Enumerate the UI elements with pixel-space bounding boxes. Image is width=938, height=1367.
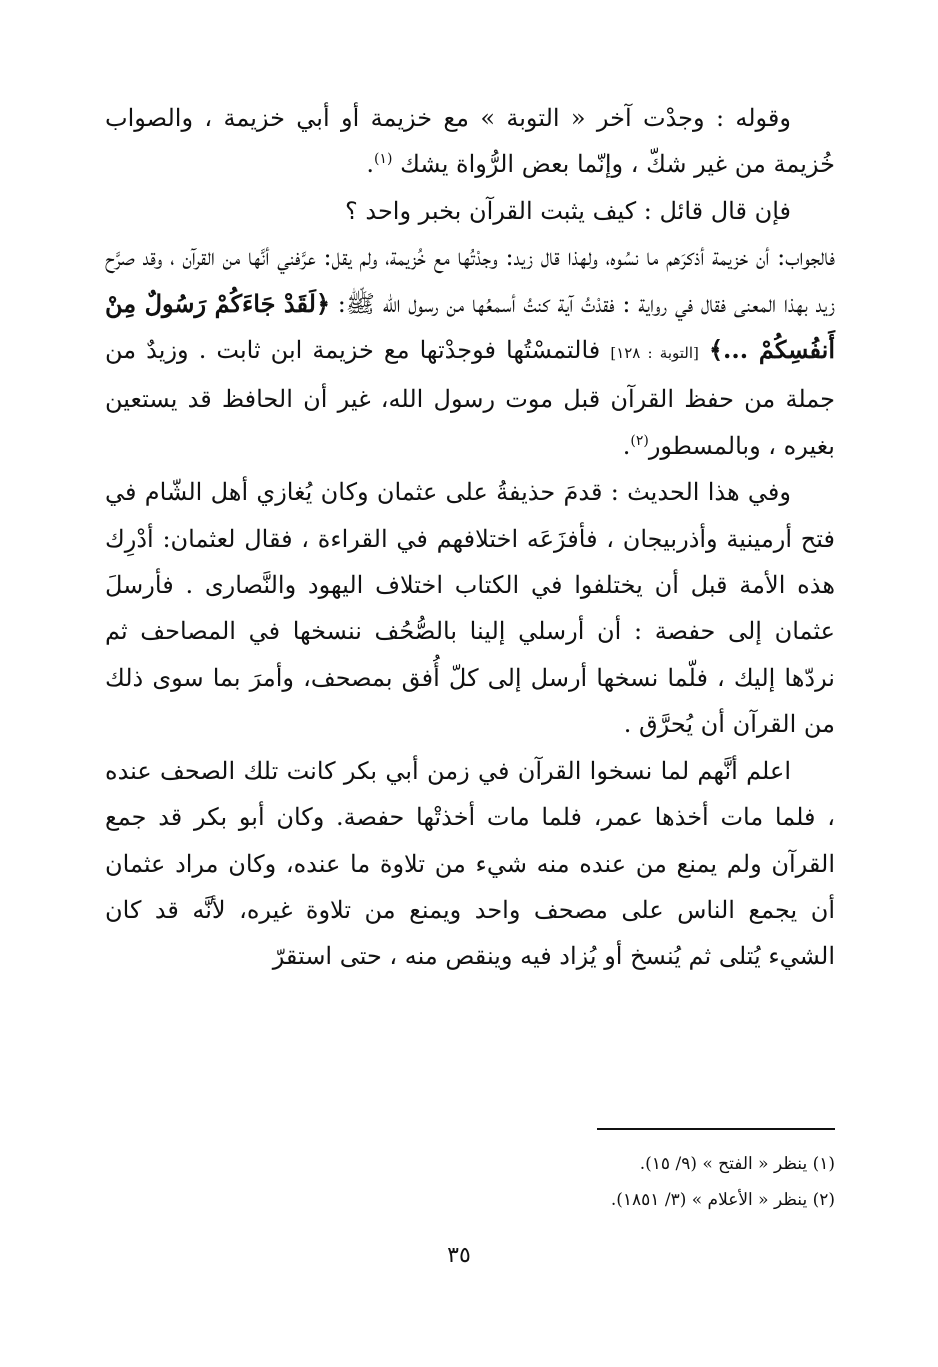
footnote-1: (١) ينظر « الفتح » (٩/ ١٥). xyxy=(639,1154,835,1174)
footnote-marker-2: (٢) xyxy=(630,432,649,449)
paragraph-3-end: . xyxy=(622,431,631,460)
paragraph-1-end: . xyxy=(366,150,374,179)
footnote-2: (٢) ينظر « الأعلام » (٣/ ١٨٥١). xyxy=(610,1190,835,1210)
footnote-marker-1: (١) xyxy=(373,151,393,168)
verse-reference: [التوبة : ١٢٨] xyxy=(610,344,699,363)
paragraph-3-text-a: فالجواب: أن خزيمة أذكرَهم ما نسُوه، ولهذا قال زيد: وجدْتُها مع خُزيمة، ولم يقل: عرَّفني أنَّها من القرآن ، وقد صرَّح زيد بهذا المعنى فقال في رواية : فقدْتُ آية كنتُ أسمعُها من رسول الله ﷺ: xyxy=(105,243,835,318)
paragraph-1-text: وقوله : وجدْت آخر « التوبة » مع خزيمة أو أبي خزيمة ، والصواب خُزيمة من غير شكّ ، وإنّما بعض الرُّواة يشك xyxy=(105,104,835,179)
paragraph-2: فإن قال قائل : كيف يثبت القرآن بخبر واحد ؟ xyxy=(344,196,791,225)
footnotes xyxy=(400,1146,835,1218)
paragraph-1 xyxy=(105,95,835,188)
quran-verse: ﴿لَقَدْ جَاءَكُمْ رَسُولٌ مِنْ أَنفُسِكُمْ ...﴾ xyxy=(105,288,835,365)
paragraph-3 xyxy=(105,234,835,469)
page-number: ٣٥ xyxy=(447,1243,471,1268)
footnote-divider xyxy=(597,1128,835,1130)
main-text-block xyxy=(105,95,835,980)
paragraph-4: وفي هذا الحديث : قدمَ حذيفةُ على عثمان وكان يُغازي أهل الشّام في فتح أرمينية وأذربيجان ، فأفزَعَه اختلافهم في القراءة ، فقال لعثمان: أدْرِك هذه الأمة قبل أن يختلفوا في الكتاب اختلاف اليهود والنَّصارى . فأرسلَ عثمان إلى حفصة : أن أرسلي إلينا بالصُّحُف ننسخها في المصاحف ثم نردّها إليك ، فلّما نسخها أرسل إلى كلّ أُفق بمصحف، وأمرَ بما سوى ذلك من القرآن أن يُحرَّق . xyxy=(105,478,835,739)
paragraph-5: اعلم أنَّهم لما نسخوا القرآن في زمن أبي بكر كانت تلك الصحف عنده ، فلما مات أخذها عمر، فلما مات أخذتْها حفصة. وكان أبو بكر قد جمع القرآن ولم يمنع من عنده منه شيء من تلاوة ما عنده، وكان مراد عثمان أن يجمع الناس على مصحف واحد ويمنع من تلاوة غيره، لأنَّه قد كان الشيء يُتلى ثم يُنسخ أو يُزاد فيه وينقص منه ، حتى استقرّ xyxy=(105,756,835,971)
paragraph-3-text-b: فالتمسْتُها فوجدْتها مع خزيمة ابن ثابت . وزيدٌ من جملة من حفظ القرآن قبل موت رسول الله، غير أن الحافظ قد يستعين بغيره ، وبالمسطور xyxy=(105,336,835,460)
